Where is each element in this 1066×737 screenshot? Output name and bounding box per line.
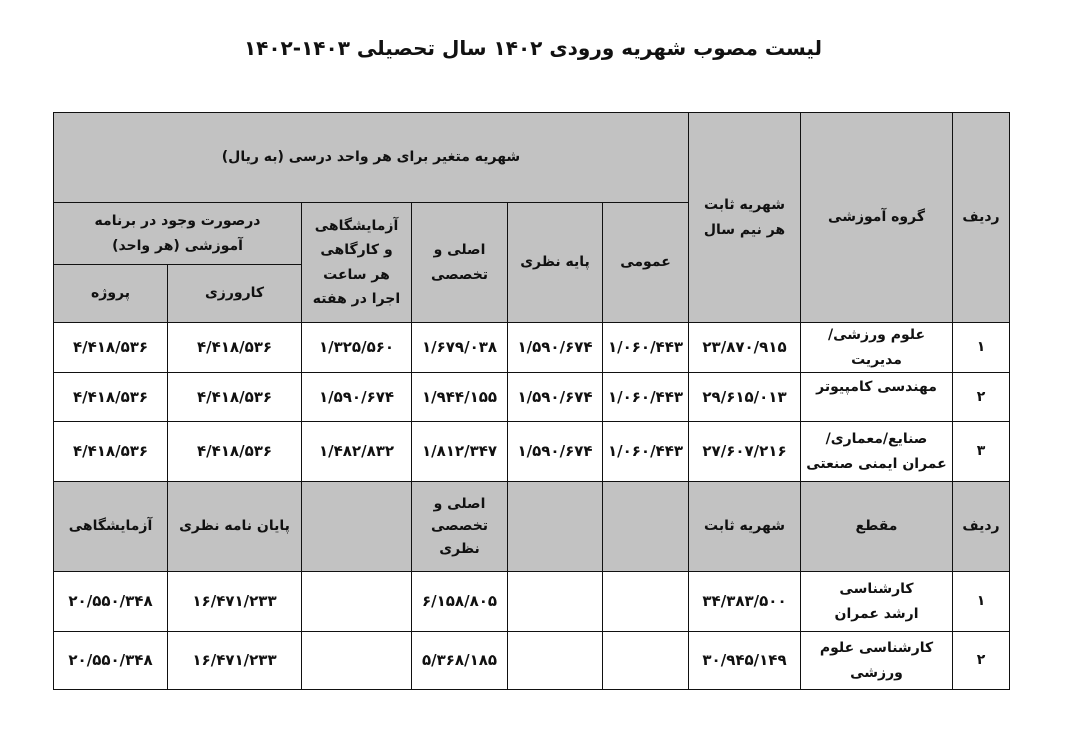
header-lab-workshop: آزمایشگاهی و کارگاهی هر ساعت اجرا در هفته <box>301 202 412 323</box>
header-internship: کارورزی <box>167 264 302 323</box>
row3-general: ۱/۰۶۰/۴۴۳ <box>602 421 689 482</box>
t2-row2-empty-2 <box>507 631 603 690</box>
row2-core-specialized: ۱/۹۴۴/۱۵۵ <box>411 372 508 422</box>
t2-header-fixed-fee: شهریه ثابت <box>688 481 801 572</box>
t2-row2-empty-1 <box>602 631 689 690</box>
row1-basic-theory: ۱/۵۹۰/۶۷۴ <box>507 322 603 373</box>
t2-row1-empty-1 <box>602 571 689 632</box>
header-project: پروژه <box>53 264 168 323</box>
row1-project: ۴/۴۱۸/۵۳۶ <box>53 322 168 373</box>
t2-row1-level: کارشناسی ارشد عمران <box>800 571 953 632</box>
t2-header-row-no: ردیف <box>952 481 1010 572</box>
t2-row1-empty-2 <box>507 571 603 632</box>
row1-internship: ۴/۴۱۸/۵۳۶ <box>167 322 302 373</box>
row3-internship: ۴/۴۱۸/۵۳۶ <box>167 421 302 482</box>
header-basic-theory: پایه نظری <box>507 202 603 323</box>
row3-basic-theory: ۱/۵۹۰/۶۷۴ <box>507 421 603 482</box>
row1-group: علوم ورزشی/مدیریت <box>800 322 953 373</box>
header-general: عمومی <box>602 202 689 323</box>
row3-row-no: ۳ <box>952 421 1010 482</box>
t2-row2-row-no: ۲ <box>952 631 1010 690</box>
row1-core-specialized: ۱/۶۷۹/۰۳۸ <box>411 322 508 373</box>
row3-group: صنایع/معماری/عمران ایمنی صنعتی <box>800 421 953 482</box>
header-core-specialized: اصلی و تخصصی <box>411 202 508 323</box>
t2-header-thesis-theory: پایان نامه نظری <box>167 481 302 572</box>
row3-core-specialized: ۱/۸۱۲/۳۴۷ <box>411 421 508 482</box>
t2-row2-laboratory: ۲۰/۵۵۰/۳۴۸ <box>53 631 168 690</box>
t2-row2-core-specialized-theory: ۵/۳۶۸/۱۸۵ <box>411 631 508 690</box>
header-if-in-program: درصورت وجود در برنامه آموزشی (هر واحد) <box>53 202 302 265</box>
t2-header-empty-3 <box>301 481 412 572</box>
row3-lab-workshop: ۱/۴۸۲/۸۳۲ <box>301 421 412 482</box>
row3-fixed-fee: ۲۷/۶۰۷/۲۱۶ <box>688 421 801 482</box>
t2-row1-thesis-theory: ۱۶/۴۷۱/۲۳۳ <box>167 571 302 632</box>
t2-header-level: مقطع <box>800 481 953 572</box>
t2-header-empty-1 <box>602 481 689 572</box>
t2-row1-empty-3 <box>301 571 412 632</box>
t2-row1-core-specialized-theory: ۶/۱۵۸/۸۰۵ <box>411 571 508 632</box>
t2-header-empty-2 <box>507 481 603 572</box>
t2-header-laboratory: آزمایشگاهی <box>53 481 168 572</box>
row2-basic-theory: ۱/۵۹۰/۶۷۴ <box>507 372 603 422</box>
t2-row1-fixed-fee: ۳۴/۳۸۳/۵۰۰ <box>688 571 801 632</box>
row2-project: ۴/۴۱۸/۵۳۶ <box>53 372 168 422</box>
row2-internship: ۴/۴۱۸/۵۳۶ <box>167 372 302 422</box>
row1-lab-workshop: ۱/۳۲۵/۵۶۰ <box>301 322 412 373</box>
t2-row2-thesis-theory: ۱۶/۴۷۱/۲۳۳ <box>167 631 302 690</box>
t2-row2-fixed-fee: ۳۰/۹۴۵/۱۴۹ <box>688 631 801 690</box>
header-group: گروه آموزشی <box>800 112 953 323</box>
t2-row2-empty-3 <box>301 631 412 690</box>
row1-fixed-fee: ۲۳/۸۷۰/۹۱۵ <box>688 322 801 373</box>
header-variable-fee: شهریه متغیر برای هر واحد درسی (به ریال) <box>53 112 689 203</box>
t2-row1-laboratory: ۲۰/۵۵۰/۳۴۸ <box>53 571 168 632</box>
t2-header-core-specialized-theory: اصلی و تخصصی نظری <box>411 481 508 572</box>
page-title: لیست مصوب شهریه ورودی ۱۴۰۲ سال تحصیلی ۱۴۰۳-۱۴۰۲ <box>243 36 823 60</box>
row1-general: ۱/۰۶۰/۴۴۳ <box>602 322 689 373</box>
row2-general: ۱/۰۶۰/۴۴۳ <box>602 372 689 422</box>
row3-project: ۴/۴۱۸/۵۳۶ <box>53 421 168 482</box>
header-fixed-fee: شهریه ثابت هر نیم سال <box>688 112 801 323</box>
t2-row1-row-no: ۱ <box>952 571 1010 632</box>
row2-lab-workshop: ۱/۵۹۰/۶۷۴ <box>301 372 412 422</box>
row1-row-no: ۱ <box>952 322 1010 373</box>
row2-group: مهندسی کامپیوتر <box>800 372 953 422</box>
row2-fixed-fee: ۲۹/۶۱۵/۰۱۳ <box>688 372 801 422</box>
row2-row-no: ۲ <box>952 372 1010 422</box>
t2-row2-level: کارشناسی علوم ورزشی <box>800 631 953 690</box>
header-row-no: ردیف <box>952 112 1010 323</box>
